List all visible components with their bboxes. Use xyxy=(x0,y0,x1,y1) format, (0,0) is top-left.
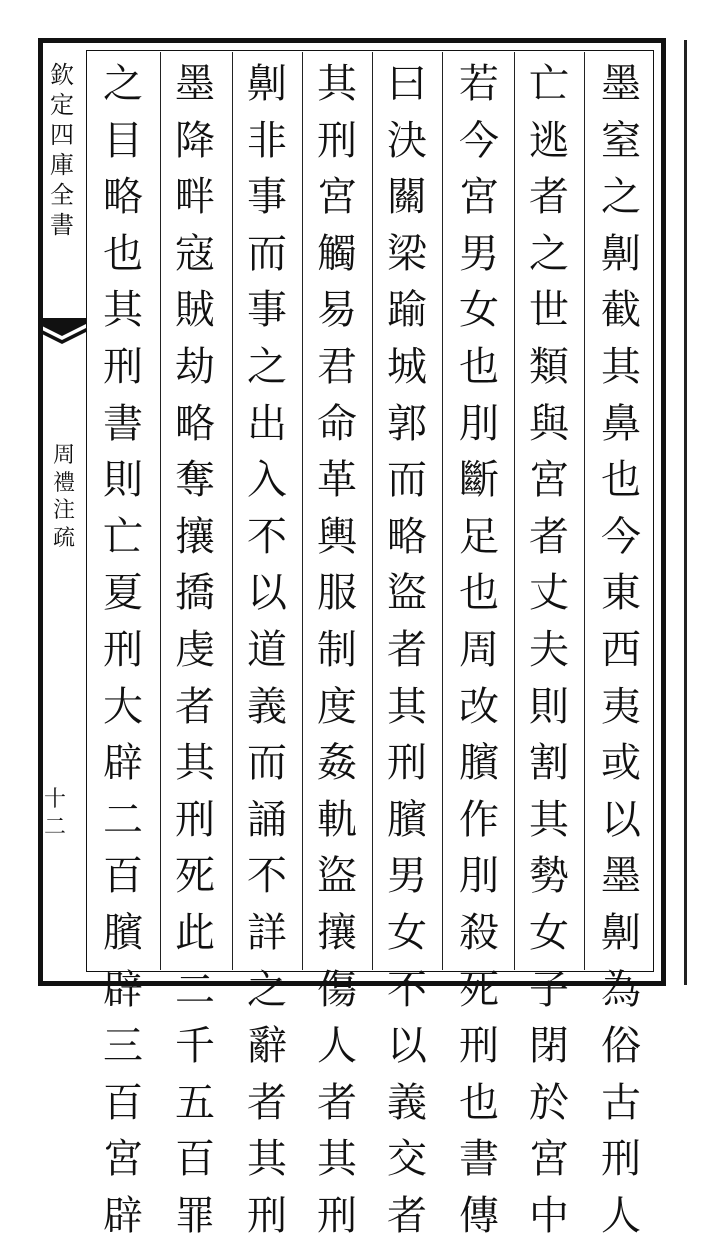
text-glyph: 閉 xyxy=(529,1023,569,1070)
text-glyph: 之 xyxy=(247,343,287,390)
text-glyph: 今 xyxy=(459,117,499,164)
text-glyph: 也 xyxy=(459,570,499,617)
text-glyph: 死 xyxy=(175,853,215,900)
margin-glyph: 周 xyxy=(52,443,75,468)
text-column-6 xyxy=(232,56,302,1244)
text-glyph: 人 xyxy=(317,1023,357,1070)
text-glyph: 此 xyxy=(175,909,215,956)
text-glyph: 其 xyxy=(103,287,143,334)
text-glyph: 男 xyxy=(387,853,427,900)
text-glyph: 非 xyxy=(247,117,287,164)
text-glyph: 君 xyxy=(317,343,357,390)
text-glyph: 則 xyxy=(529,683,569,730)
text-glyph: 攘 xyxy=(317,909,357,956)
text-glyph: 服 xyxy=(317,570,357,617)
text-glyph: 詳 xyxy=(247,909,287,956)
text-column-2 xyxy=(514,56,584,1244)
text-glyph: 死 xyxy=(459,966,499,1013)
text-glyph: 五 xyxy=(175,1079,215,1126)
text-glyph: 子 xyxy=(529,966,569,1013)
margin-book-title xyxy=(44,442,84,552)
column-rule xyxy=(442,52,443,970)
text-glyph: 斷 xyxy=(459,457,499,504)
text-glyph: 者 xyxy=(529,513,569,560)
text-glyph: 亡 xyxy=(529,61,569,107)
fishtail-divider xyxy=(38,318,86,356)
text-glyph: 略 xyxy=(387,513,427,560)
text-glyph: 女 xyxy=(459,287,499,334)
text-glyph: 不 xyxy=(247,853,287,900)
margin-glyph: 庫 xyxy=(50,151,74,179)
text-glyph: 者 xyxy=(529,174,569,221)
text-glyph: 百 xyxy=(103,853,143,900)
text-column-4 xyxy=(372,56,442,1244)
text-glyph: 刑 xyxy=(247,1192,287,1239)
text-glyph: 墨 xyxy=(601,61,641,107)
text-glyph: 書 xyxy=(103,400,143,447)
text-glyph: 刖 xyxy=(459,853,499,900)
text-glyph: 西 xyxy=(601,626,641,673)
text-glyph: 寇 xyxy=(175,230,215,277)
text-glyph: 降 xyxy=(175,117,215,164)
text-glyph: 制 xyxy=(317,626,357,673)
text-glyph: 刑 xyxy=(601,1136,641,1183)
text-glyph: 改 xyxy=(459,683,499,730)
column-rule xyxy=(584,52,585,970)
text-glyph: 割 xyxy=(529,740,569,787)
text-glyph: 出 xyxy=(247,400,287,447)
text-glyph: 其 xyxy=(601,343,641,390)
text-glyph: 劓 xyxy=(247,61,287,107)
text-glyph: 交 xyxy=(387,1136,427,1183)
text-glyph: 宮 xyxy=(317,174,357,221)
text-glyph: 俗 xyxy=(601,1023,641,1070)
text-glyph: 辟 xyxy=(103,966,143,1013)
text-glyph: 也 xyxy=(459,343,499,390)
text-glyph: 入 xyxy=(247,457,287,504)
text-glyph: 刑 xyxy=(317,1192,357,1239)
margin-glyph: 禮 xyxy=(52,470,75,496)
text-glyph: 關 xyxy=(387,174,427,221)
text-glyph: 古 xyxy=(601,1079,641,1126)
text-glyph: 姦 xyxy=(317,740,357,787)
text-glyph: 不 xyxy=(387,966,427,1013)
text-glyph: 度 xyxy=(317,683,357,730)
text-glyph: 則 xyxy=(103,457,143,504)
text-glyph: 道 xyxy=(247,626,287,673)
text-glyph: 亡 xyxy=(103,513,143,560)
text-glyph: 墨 xyxy=(601,853,641,900)
text-glyph: 勢 xyxy=(529,853,569,900)
text-glyph: 於 xyxy=(529,1079,569,1126)
text-glyph: 臏 xyxy=(387,796,427,843)
text-glyph: 足 xyxy=(459,513,499,560)
text-glyph: 刑 xyxy=(459,1023,499,1070)
text-glyph: 其 xyxy=(317,1136,357,1183)
text-glyph: 中 xyxy=(529,1192,569,1239)
text-glyph: 女 xyxy=(529,909,569,956)
margin-glyph: 四 xyxy=(50,121,74,149)
page-number: 十二 xyxy=(44,787,67,840)
text-glyph: 其 xyxy=(529,796,569,843)
text-glyph: 者 xyxy=(247,1079,287,1126)
text-glyph: 男 xyxy=(459,230,499,277)
text-glyph: 也 xyxy=(103,230,143,277)
text-column-7 xyxy=(160,56,230,1244)
text-glyph: 周 xyxy=(459,626,499,673)
text-glyph: 輿 xyxy=(317,513,357,560)
text-glyph: 命 xyxy=(317,400,357,447)
text-glyph: 若 xyxy=(459,61,499,107)
text-glyph: 目 xyxy=(103,117,143,164)
text-glyph: 革 xyxy=(317,457,357,504)
text-glyph: 劓 xyxy=(601,230,641,277)
text-glyph: 賊 xyxy=(175,287,215,334)
text-glyph: 傳 xyxy=(459,1192,499,1239)
text-glyph: 刑 xyxy=(103,626,143,673)
text-glyph: 宮 xyxy=(459,174,499,221)
text-glyph: 傷 xyxy=(317,966,357,1013)
text-glyph: 三 xyxy=(103,1023,143,1070)
margin-glyph: 疏 xyxy=(52,525,75,551)
margin-glyph: 書 xyxy=(50,211,74,239)
text-glyph: 劓 xyxy=(601,909,641,956)
text-glyph: 軌 xyxy=(317,796,357,843)
text-glyph: 為 xyxy=(601,966,641,1013)
right-edge-rule xyxy=(684,40,687,985)
text-glyph: 刖 xyxy=(459,400,499,447)
text-glyph: 者 xyxy=(387,1192,427,1239)
text-glyph: 東 xyxy=(601,570,641,617)
margin-glyph: 定 xyxy=(50,91,74,119)
text-glyph: 丈 xyxy=(529,570,569,617)
text-glyph: 盜 xyxy=(387,570,427,617)
margin-glyph: 欽 xyxy=(50,61,74,89)
text-glyph: 殺 xyxy=(459,909,499,956)
text-glyph: 辭 xyxy=(247,1023,287,1070)
text-glyph: 其 xyxy=(387,683,427,730)
text-glyph: 類 xyxy=(529,343,569,390)
text-glyph: 窒 xyxy=(601,117,641,164)
text-glyph: 夫 xyxy=(529,626,569,673)
text-glyph: 之 xyxy=(103,61,143,107)
text-glyph: 踰 xyxy=(387,287,427,334)
text-glyph: 不 xyxy=(247,513,287,560)
text-glyph: 者 xyxy=(317,1079,357,1126)
margin-collection-title xyxy=(42,60,82,240)
text-glyph: 其 xyxy=(317,61,357,107)
text-glyph: 書 xyxy=(459,1136,499,1183)
text-glyph: 也 xyxy=(601,457,641,504)
text-glyph: 盜 xyxy=(317,853,357,900)
text-glyph: 誦 xyxy=(247,796,287,843)
text-glyph: 郭 xyxy=(387,400,427,447)
text-glyph: 其 xyxy=(247,1136,287,1183)
text-glyph: 略 xyxy=(103,174,143,221)
text-glyph: 百 xyxy=(103,1079,143,1126)
text-glyph: 決 xyxy=(387,117,427,164)
margin-glyph: 注 xyxy=(52,498,75,523)
text-glyph: 觸 xyxy=(317,230,357,277)
text-glyph: 者 xyxy=(175,683,215,730)
text-column-5 xyxy=(302,56,372,1244)
text-glyph: 畔 xyxy=(175,174,215,221)
text-glyph: 墨 xyxy=(175,61,215,107)
margin-glyph: 全 xyxy=(50,181,74,209)
text-glyph: 城 xyxy=(387,343,427,390)
text-glyph: 宮 xyxy=(529,457,569,504)
text-glyph: 事 xyxy=(247,174,287,221)
text-glyph: 奪 xyxy=(175,457,215,504)
text-glyph: 鼻 xyxy=(601,400,641,447)
text-glyph: 者 xyxy=(387,626,427,673)
text-glyph: 以 xyxy=(247,570,287,617)
text-glyph: 今 xyxy=(601,513,641,560)
text-glyph: 之 xyxy=(529,230,569,277)
text-glyph: 也 xyxy=(459,1079,499,1126)
text-glyph: 人 xyxy=(601,1192,641,1239)
text-glyph: 撟 xyxy=(175,570,215,617)
text-glyph: 二 xyxy=(175,966,215,1013)
text-glyph: 刑 xyxy=(175,796,215,843)
text-glyph: 義 xyxy=(247,683,287,730)
text-glyph: 事 xyxy=(247,287,287,334)
text-column-8 xyxy=(88,56,158,1244)
text-glyph: 臏 xyxy=(103,909,143,956)
text-glyph: 與 xyxy=(529,400,569,447)
text-glyph: 而 xyxy=(387,457,427,504)
text-glyph: 略 xyxy=(175,400,215,447)
text-column-1 xyxy=(586,56,656,1244)
text-glyph: 臏 xyxy=(459,740,499,787)
text-glyph: 千 xyxy=(175,1023,215,1070)
text-glyph: 而 xyxy=(247,230,287,277)
text-glyph: 百 xyxy=(175,1136,215,1183)
text-glyph: 刑 xyxy=(387,740,427,787)
text-glyph: 刑 xyxy=(103,343,143,390)
text-glyph: 義 xyxy=(387,1079,427,1126)
text-glyph: 宮 xyxy=(529,1136,569,1183)
text-glyph: 之 xyxy=(601,174,641,221)
text-glyph: 女 xyxy=(387,909,427,956)
text-glyph: 以 xyxy=(601,796,641,843)
text-glyph: 其 xyxy=(175,740,215,787)
text-glyph: 或 xyxy=(601,740,641,787)
text-glyph: 夷 xyxy=(601,683,641,730)
text-glyph: 世 xyxy=(529,287,569,334)
text-glyph: 二 xyxy=(103,796,143,843)
text-glyph: 罪 xyxy=(175,1192,215,1239)
text-glyph: 攘 xyxy=(175,513,215,560)
text-glyph: 宮 xyxy=(103,1136,143,1183)
text-glyph: 辟 xyxy=(103,740,143,787)
text-glyph: 虔 xyxy=(175,626,215,673)
text-column-3 xyxy=(444,56,514,1244)
text-glyph: 而 xyxy=(247,740,287,787)
text-glyph: 辟 xyxy=(103,1192,143,1239)
text-glyph: 曰 xyxy=(387,61,427,107)
text-glyph: 大 xyxy=(103,683,143,730)
text-glyph: 作 xyxy=(459,796,499,843)
text-glyph: 梁 xyxy=(387,230,427,277)
text-glyph: 刑 xyxy=(317,117,357,164)
text-glyph: 以 xyxy=(387,1023,427,1070)
text-glyph: 之 xyxy=(247,966,287,1013)
text-glyph: 截 xyxy=(601,287,641,334)
text-glyph: 易 xyxy=(317,287,357,334)
text-glyph: 逃 xyxy=(529,117,569,164)
text-glyph: 夏 xyxy=(103,570,143,617)
text-glyph: 劫 xyxy=(175,343,215,390)
